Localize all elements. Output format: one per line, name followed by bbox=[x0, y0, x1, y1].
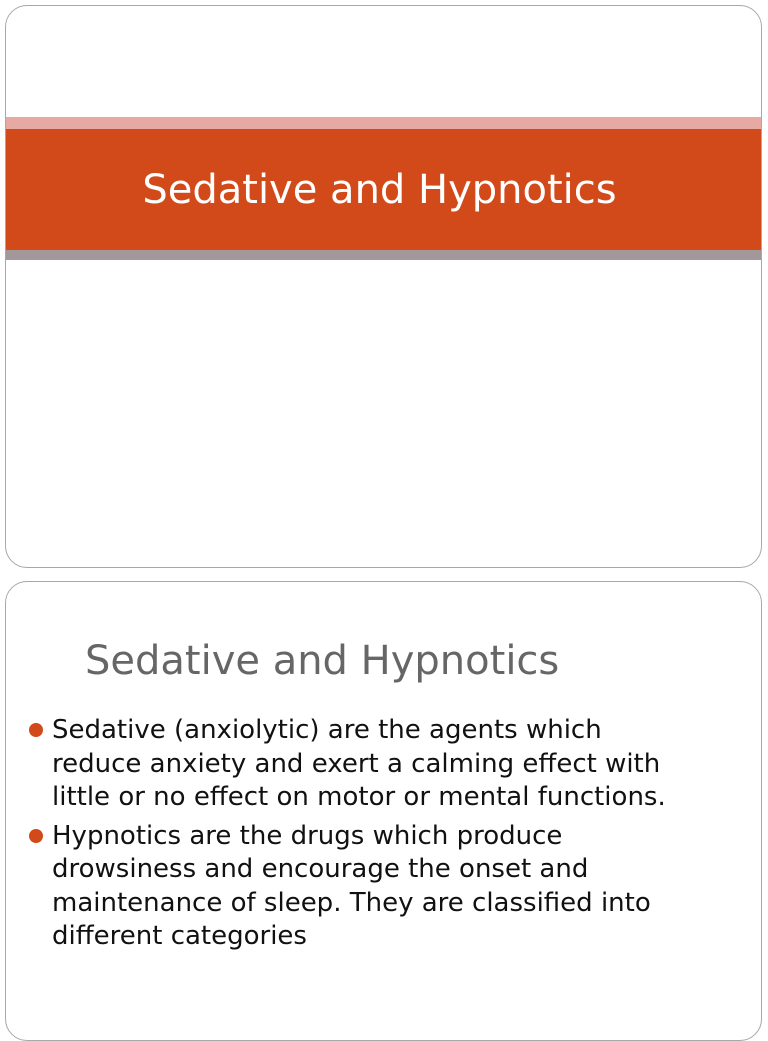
slide-title: Sedative and Hypnotics bbox=[142, 166, 617, 213]
bullet-list bbox=[28, 714, 748, 959]
bullet-line: different categories bbox=[52, 921, 307, 951]
title-slide bbox=[5, 5, 762, 568]
bullet-item bbox=[28, 714, 748, 815]
bullet-line: drowsiness and encourage the onset and bbox=[52, 854, 589, 884]
bullet-line: Hypnotics are the drugs which produce bbox=[52, 820, 563, 851]
content-slide-title: Sedative and Hypnotics bbox=[85, 638, 560, 684]
title-band-bottom-stripe bbox=[6, 250, 761, 260]
bullet-dot-icon bbox=[29, 723, 43, 737]
bullet-line: Sedative (anxiolytic) are the agents which bbox=[52, 715, 602, 745]
bullet-line: maintenance of sleep. They are classified into bbox=[52, 887, 651, 918]
bullet-item bbox=[28, 820, 748, 954]
bullet-line: reduce anxiety and exert a calming effect with bbox=[52, 748, 661, 779]
bullet-line: little or no effect on motor or mental functions. bbox=[52, 782, 666, 812]
title-band-top-stripe bbox=[6, 117, 761, 129]
content-slide bbox=[5, 581, 762, 1041]
bullet-dot-icon bbox=[29, 829, 43, 843]
